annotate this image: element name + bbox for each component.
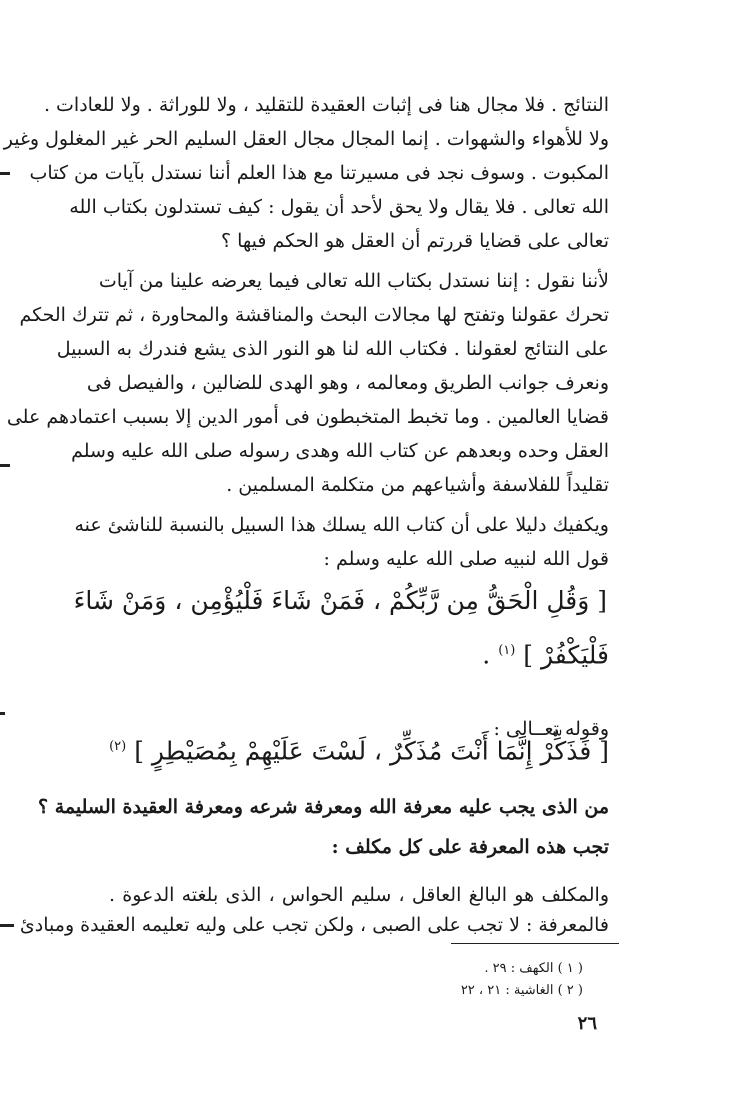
footnote-separator	[451, 943, 619, 944]
paragraph-1-line-4: الله تعالى . فلا يقال ولا يحق لأحد أن يقول : كيف تستدلون بكتاب الله	[69, 196, 609, 218]
paragraph-2-line-4: ونعرف جوانب الطريق ومعالمه ، وهو الهدى للضالين ، والفيصل فى	[86, 372, 609, 394]
margin-mark	[0, 712, 5, 715]
footnote-2: ( ٢ ) الغاشية : ٢١ ، ٢٢	[460, 983, 583, 998]
verse-2-footnote-ref: (٢)	[109, 739, 127, 754]
paragraph-2-line-5: قضايا العالمين . وما تخبط المتخبطون فى أمور الدين إلا بسبب اعتمادهم على	[6, 406, 609, 428]
verse-1-footnote-ref: (١)	[498, 643, 516, 658]
paragraph-2-line-1: لأننا نقول : إننا نستدل بكتاب الله تعالى فيما يعرضه علينا من آيات	[98, 270, 609, 292]
page-number: ٢٦	[577, 1013, 597, 1034]
section-answer-heading: تجب هذه المعرفة على كل مكلف :	[331, 836, 609, 858]
verse-2-text: [ فَذَكِّرْ إِنَّمَا أَنْتَ مُذَكِّرٌ ، لَسْتَ عَلَيْهِمْ بِمُصَيْطِرٍ ]	[134, 736, 609, 766]
verse-1-end: .	[482, 640, 491, 670]
section-question-heading: من الذى يجب عليه معرفة الله ومعرفة شرعه ومعرفة العقيدة السليمة ؟	[38, 796, 609, 818]
paragraph-2-line-2: تحرك عقولنا وتفتح لها مجالات البحث والمناقشة والمحاورة ، ثم تترك الحكم	[19, 304, 609, 326]
paragraph-1-line-3: المكبوت . وسوف نجد فى مسيرتنا مع هذا العلم أننا نستدل بآيات من كتاب	[29, 162, 609, 184]
verse-2-line	[109, 724, 609, 770]
verse-1-text: فَلْيَكْفُرْ ]	[523, 640, 609, 670]
paragraph-2-line-7: تقليداً للفلاسفة وأشياعهم من متكلمة المسلمين .	[226, 474, 609, 496]
footnote-1: ( ١ ) الكهف : ٢٩ .	[484, 961, 583, 976]
paragraph-2-line-6: العقل وحده وبعدهم عن كتاب الله وهدى رسوله صلى الله عليه وسلم	[71, 440, 609, 462]
margin-mark	[0, 464, 10, 467]
verse-1-line-2	[482, 628, 609, 674]
verse-1-line-1: [ وَقُلِ الْحَقُّ مِن رَّبِّكُمْ ، فَمَنْ شَاءَ فَلْيُؤْمِن ، وَمَنْ شَاءَ	[73, 586, 607, 615]
paragraph-1-line-2: ولا للأهواء والشهوات . إنما المجال مجال العقل السليم الحر غير المغلول وغير	[3, 128, 609, 150]
paragraph-3-line-1: ويكفيك دليلا على أن كتاب الله يسلك هذا السبيل بالنسبة للناشئ عنه	[74, 514, 609, 536]
paragraph-1-line-5: تعالى على قضايا قررتم أن العقل هو الحكم فيها ؟	[220, 230, 609, 252]
paragraph-1-line-1: النتائج . فلا مجال هنا فى إثبات العقيدة للتقليد ، ولا للوراثة . ولا للعادات .	[43, 94, 609, 116]
margin-mark	[0, 172, 10, 175]
paragraph-2-line-3: على النتائج لعقولنا . فكتاب الله لنا هو النور الذى يشع فندرك به السبيل	[56, 338, 609, 360]
paragraph-4-line-1: والمكلف هو البالغ العاقل ، سليم الحواس ، الذى بلغته الدعوة .	[109, 884, 610, 906]
paragraph-4-line-2: فالمعرفة : لا تجب على الصبى ، ولكن تجب على وليه تعليمه العقيدة ومبادئ	[19, 914, 609, 936]
paragraph-3-line-2: قول الله لنبيه صلى الله عليه وسلم :	[323, 548, 609, 570]
verse-2-intro: وقوله تعــالى :	[493, 718, 609, 740]
margin-mark	[0, 924, 14, 927]
